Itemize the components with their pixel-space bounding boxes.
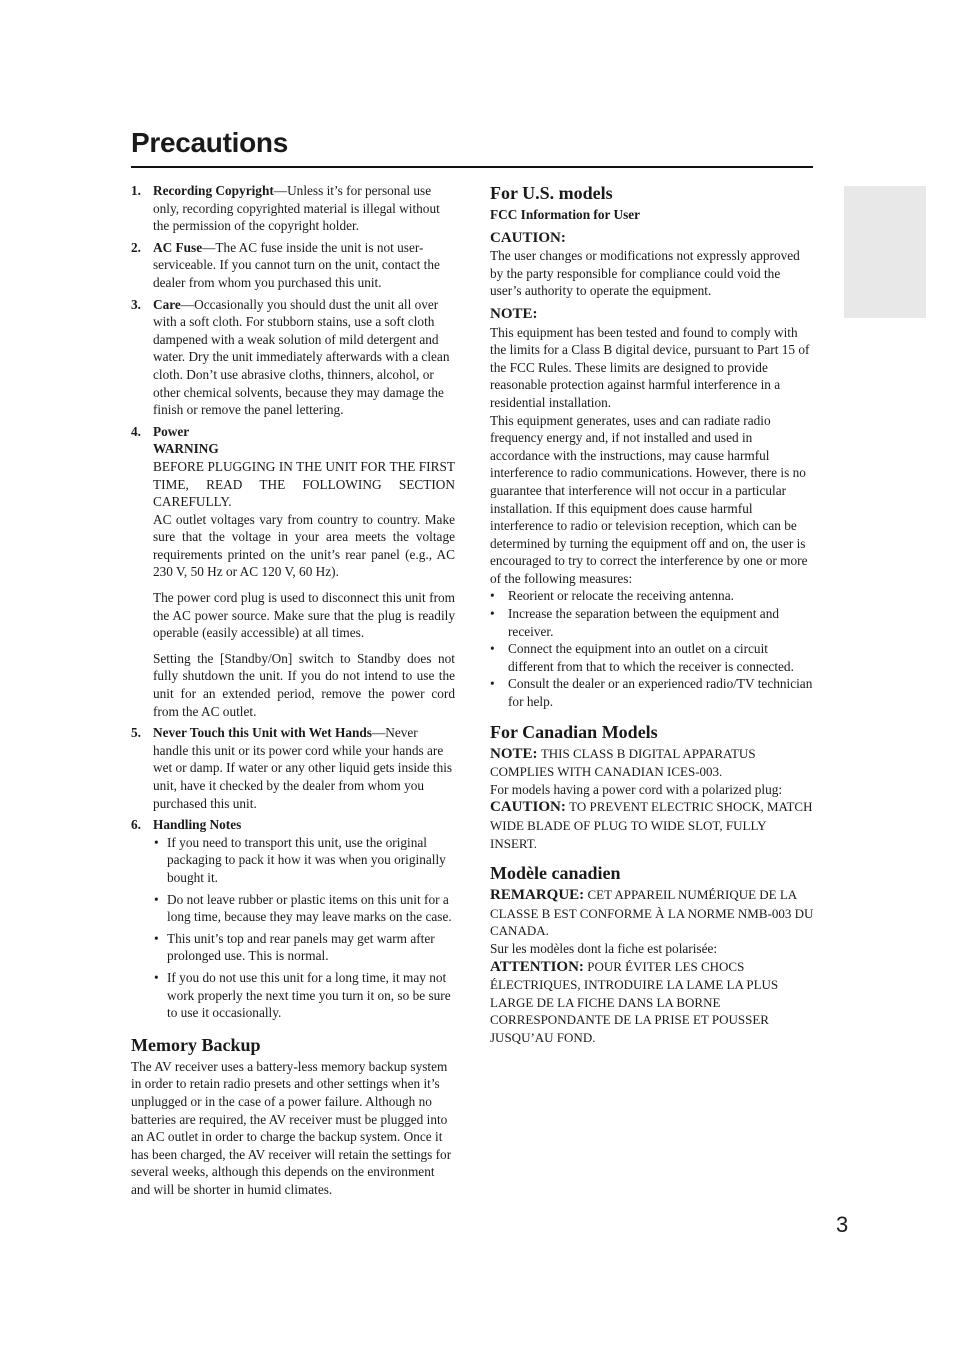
list-item: • This unit’s top and rear panels may get warm after prolonged use. This is normal. xyxy=(153,930,455,965)
note-paragraph-interference: This equipment generates, uses and can radiate radio frequency energy and, if not installed and used in accordance with the instructions, may cause harmful interference to radio communications. However, there is no guarantee that interference will not occur in a particular installation. If this equipment does cause harmful interference to radio or television reception, which can be determined by turning the equipment off and on, the user is encouraged to try to correct the interference by one or more of the following measures: xyxy=(490,412,808,586)
item-wet-hands xyxy=(131,724,455,812)
canadian-models-heading: For Canadian Models xyxy=(490,721,658,742)
attention-label: ATTENTION: xyxy=(490,958,584,975)
left-column xyxy=(131,182,455,1198)
list-item: • Do not leave rubber or plastic items on this unit for a long time, because they may leave marks on the case. xyxy=(153,891,455,926)
canadian-models-section xyxy=(490,721,814,853)
side-tab xyxy=(844,186,926,318)
note-label: NOTE: xyxy=(490,745,538,762)
remarque-label: REMARQUE: xyxy=(490,887,585,904)
caution-label: CAUTION: xyxy=(490,229,566,246)
attention-text: POUR ÉVITER LES CHOCS ÉLECTRIQUES, INTRODUIRE LA LAME LA PLUS LARGE DE LA FICHE DANS LA BORNE CORRESPONDANTE DE LA PRISE ET POUSSER JUSQU’AU FOND. xyxy=(490,958,779,1045)
warning-label: WARNING xyxy=(153,441,219,457)
list-item: • Consult the dealer or an experienced radio/TV technician for help. xyxy=(490,675,814,710)
list-item: • Increase the separation between the equipment and receiver. xyxy=(490,605,814,640)
fcc-subheading: FCC Information for User xyxy=(490,207,641,222)
note-text: THIS CLASS B DIGITAL APPARATUS COMPLIES WITH CANADIAN ICES-003. xyxy=(490,745,756,780)
warning-text: BEFORE PLUGGING IN THE UNIT FOR THE FIRST TIME, READ THE FOLLOWING SECTION CAREFULLY. xyxy=(153,458,455,510)
list-item: • If you do not use this unit for a long time, it may not work properly the next time you turn it on, so be sure to use it occasionally. xyxy=(153,969,455,1022)
item-text: —Never handle this unit or its power cord while your hands are wet or damp. If water or any other liquid gets inside this unit, have it checked by the dealer from whom you purchased this unit. xyxy=(153,725,453,811)
item-care xyxy=(131,296,455,419)
note-paragraph-compliance: This equipment has been tested and found to comply with the limits for a Class B digital device, pursuant to Part 15 of the FCC Rules. These limits are designed to provide reasonable protection against harmful interference in a residential installation. xyxy=(490,324,810,410)
right-column xyxy=(490,182,814,1047)
item-ac-fuse xyxy=(131,239,455,292)
power-paragraph-standby: Setting the [Standby/On] switch to Standby does not fully shutdown the unit. If you do not intend to use the unit for an extended period, remove the power cord from the AC outlet. xyxy=(153,650,455,719)
title-rule xyxy=(131,166,813,168)
list-item: • Connect the equipment into an outlet on a circuit different from that to which the receiver is connected. xyxy=(490,640,814,675)
note-label: NOTE: xyxy=(490,305,538,322)
item-number: 5. xyxy=(131,725,141,741)
caution-text: The user changes or modifications not expressly approved by the party responsible for compliance could void the user’s authority to operate the equipment. xyxy=(490,248,800,299)
item-text: —Occasionally you should dust the unit all over with a soft cloth. For stubborn stains, use a soft cloth dampened with a weak solution of mild detergent and water. Dry the unit immediately afterwards with a clean cloth. Don’t use abrasive cloths, thinners, alcohol, or other chemical solvents, because they may damage the finish or remove the panel lettering. xyxy=(153,296,450,418)
polarized-plug-text: For models having a power cord with a polarized plug: xyxy=(490,781,783,797)
list-item: • If you need to transport this unit, use the original packaging to pack it how it was when you originally bought it. xyxy=(153,834,455,887)
item-title: Power xyxy=(153,423,190,439)
page-number: 3 xyxy=(836,1212,849,1237)
caution-label: CAUTION: xyxy=(490,799,566,816)
modele-canadien-section xyxy=(490,862,814,1046)
memory-backup-heading: Memory Backup xyxy=(131,1034,261,1055)
memory-backup-text: The AV receiver uses a battery-less memory backup system in order to retain radio presets and other settings when it’s unplugged or in the case of a power failure. Although no batteries are required, the AV receiver must be plugged into an AC outlet in order to charge the backup system. Once it has been charged, the AV receiver will retain the settings for several weeks, although this depends on the environment and will be shorter in humid climates. xyxy=(131,1058,452,1197)
item-text: —Unless it’s for personal use only, recording copyrighted material is illegal without the permission of the copyright holder. xyxy=(153,183,440,234)
power-paragraph-voltage: AC outlet voltages vary from country to country. Make sure that the voltage in your area meets the voltage requirements printed on the unit’s rear panel (e.g., AC 230 V, 50 Hz or AC 120 V, 60 Hz). xyxy=(153,511,455,580)
item-power xyxy=(131,423,455,721)
item-number: 2. xyxy=(131,239,141,255)
item-title: AC Fuse xyxy=(153,239,203,255)
item-number: 4. xyxy=(131,423,141,439)
item-text: —The AC fuse inside the unit is not user-serviceable. If you cannot turn on the unit, contact the dealer from whom you purchased this unit. xyxy=(153,239,440,290)
us-models-heading: For U.S. models xyxy=(490,183,613,203)
list-item: • Reorient or relocate the receiving antenna. xyxy=(490,587,814,605)
item-title: Recording Copyright xyxy=(153,183,274,198)
item-number: 1. xyxy=(131,183,141,198)
fiche-polarisee-text: Sur les modèles dont la fiche est polarisée: xyxy=(490,940,718,956)
item-number: 6. xyxy=(131,817,141,833)
item-title: Handling Notes xyxy=(153,817,242,833)
caution-text: TO PREVENT ELECTRIC SHOCK, MATCH WIDE BLADE OF PLUG TO WIDE SLOT, FULLY INSERT. xyxy=(490,799,813,851)
remarque-text: CET APPAREIL NUMÉRIQUE DE LA CLASSE B EST CONFORME À LA NORME NMB-003 DU CANADA. xyxy=(490,887,814,939)
item-title: Never Touch this Unit with Wet Hands xyxy=(153,725,372,741)
modele-canadien-heading: Modèle canadien xyxy=(490,863,621,884)
item-title: Care xyxy=(153,296,181,312)
memory-backup-section xyxy=(131,1034,455,1199)
item-recording-copyright xyxy=(131,182,455,235)
power-paragraph-plug: The power cord plug is used to disconnect this unit from the AC power source. Make sure that the plug is readily operable (easily accessible) at all times. xyxy=(153,590,455,641)
fcc-measures-list xyxy=(490,587,814,710)
us-models-section xyxy=(490,182,814,711)
item-number: 3. xyxy=(131,296,141,312)
handling-notes-list xyxy=(153,834,455,1022)
item-handling-notes xyxy=(131,816,455,1022)
page-title: Precautions xyxy=(131,127,288,158)
